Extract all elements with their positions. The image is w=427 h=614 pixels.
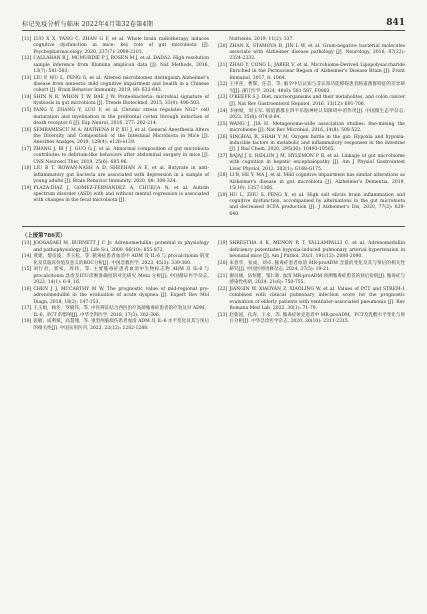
reference-text: 刘行君，郭家，周祎，等. 主要脓毒症患者血清中生物标志物 ADM 及 IL-6 与 procalcitonin 急诊及ICU诊断准确度的对比研究 Meta 分析[J]. 中国循证医学杂志, 2022, 14(1): 6-9, 16. [33,267,209,286]
reference-text: Nutrients, 2019, 11(2): 337. [229,37,294,42]
reference-text: PLAZA-DIAZ J, GOMEZ-FERNANDEZ A, CHUECA N, et al. Autism spectrum disorder (ASD) with and without mental regression is associated with changes in the fecal microbiota [J]. [33,185,209,204]
reference-number: [22] [218,286,228,292]
reference-item [218,82,405,95]
reference-text: ZHAO Y, CONG L, JABER V, et al. Microbiome-Derived Lipopolysaccharide Enriched in the Perinuclear Region of Alzheimer's Disease Brain [J]. Front Immunol, 2017, 8: 1064. [229,63,405,81]
reference-text: LUO X X, YANG C, ZHAN G F, et al. Whole brain radiotherapy induces cognitive dysfunction in mice: key role of gut microbiota [J]. Psychopharmacology, 2020, 237(7): 2089-2101. [33,37,209,55]
reference-number: [19] [218,241,228,247]
reference-text: LIU B T, ROWAN-NASH A D, SHEEHAN A E, et al. Butyrate in anti-inflammatory gut bacteria are associated with depression in a sample of young adults [J]. Brain Behavior Immunity, 2020, 88: 308-324. [33,166,209,184]
reference-text: ZHAN X, STAMOVA B, JIN L W, et al. Gram-negative bacterial molecules associate with Alzheimer disease pathology [J]. Neurology, 2016, 87(22): 2324-2332. [229,43,405,62]
reference-item [22,166,209,185]
reference-text: BAJAJ J S, RIDLON J M, HYLEMON P B, et al. Linkage of gut microbiome with cognition in hepatic encephalopathy [J]. Am J Physiol Gastrointest Liver Physiol, 2012, 302(1): G168-G175. [229,153,405,172]
reference-text: 黄建，黎彦波，李玉松，等. 脓毒症患者血清中 ADM 及 IL-6 与 procalcitonin 的变化及其临床价值及意义的ROC分析[J]. 中国急救医学, 2023, 45(3): 339-360. [33,254,209,266]
reference-number [218,37,227,43]
reference-item [218,173,405,192]
reference-number: [18] [22,319,32,325]
reference-number: [29] [218,192,228,198]
journal-title: 标记免疫分析与临床 2022年4月第32卷第4期 [22,21,154,28]
reference-number: [27] [218,153,228,159]
reference-item [22,128,209,147]
reference-text: 王玉娟，杨冬，罗敏伟，等. 中医辨证结合西医治疗高龄脓毒症患者的疗效及对 ADM、IL-6、PCT 的影响[J]. 中华全科医学, 2018, 17(3): 302-306. [33,306,209,318]
reference-text: LIU P, WU L, PENG G, et al. Altered microbiomes distinguish Alzheimer's disease from amnestic mild cognitive impairment and health in a Chinese cohort [J]. Brain Behavior Immunity, 2019, 80: 633-643. [33,75,209,94]
reference-item [22,186,209,205]
reference-item [218,274,405,287]
reference-number: [22] [218,82,228,88]
reference-item [22,319,209,332]
reference-item [218,193,405,218]
reference-number: [26] [218,134,228,140]
reference-number: [20] [218,260,228,266]
reference-item [22,56,209,75]
reference-text: YANG Y, ZHANG Y, LUO F, et al. Chronic stress regulates NG2⁺ cell maturation and myelination in the prefrontal cortex through induction of death receptor 6 [J]. Exp Neurol, 2016, 277: 202-214. [33,108,209,126]
reference-text: JIANGIN W, XIAOYAN Z, XIAOLING W, et al. Values of PCT and STREM-1 combined with clinical pulmonary infection score for the prognostic evaluation of elderly patients with ventilator-associated pneumonia [J]. Rev Romana Med Lab, 2022, 30(1): 71-79. [229,286,405,311]
reference-number: [15] [22,108,32,114]
reference-item [22,37,209,56]
lower-references [22,241,405,332]
reference-number: [14] [22,95,32,101]
reference-number: [23] [218,95,228,101]
reference-text: CALLAHAN B J, MCMURDIE P J, ROSEN M J, et al. DADA2: High resolution sample inference from Illumina amplicon data [J]. Nat Methods, 2016, 13(7): 581-583. [33,56,209,75]
reference-number: [23] [218,312,228,318]
reference-item [22,306,209,319]
reference-number: [12] [22,56,32,62]
reference-item [22,241,209,254]
reference-text: 朱春华，张成，刘卓. 脓毒症患者血清 MR-proADM 含量的变化及其与预后的相关性研究[J]. 中国医师进修杂志, 2024, 37(5): 19-21. [229,260,405,273]
reference-item [218,95,405,108]
reference-text: HU L, ZHU S, PENG X, et al. High salt elicits brain inflammation and cognitive dysfunction, accompanied by alternations in the gut microbiota and decreased SCFA production [J]. J Alzheimer's Dis, 2020, 77(2): 629-640. [229,192,405,217]
reference-text: 张敏，成利斌，高慧翔，等. 重型颅脑损伤患者血清 ADM 及 IL-6 水平变化及其与预后的相关性[J]. 中国实用医刊, 2022, 22(12): 1282-1288. [33,319,209,331]
reference-text: 王申喜，曹辉，任芸，等. 脑卒中后认知与非认知功能障碍患者肠道菌群特征的差异研究[J]. 浙江医学, 2024, 46(6): 581-587, F0003. [229,82,405,94]
reference-number: [14] [22,254,32,260]
page-number: 841 [386,18,405,28]
continued-from-label: （上接第786页） [22,233,66,240]
reference-item [22,76,209,95]
reference-number: [21] [218,63,228,69]
reference-number: [21] [218,273,228,279]
reference-item [218,135,405,154]
reference-number: [24] [218,108,228,114]
reference-number: [11] [22,37,32,42]
reference-number: [19] [22,185,32,191]
reference-item [22,267,209,286]
reference-text: 赵新国，孔涛，王永，等. 脓毒症休克患者中 MR-proADM、PCT及乳酸水平变化与预后分析[J]. 中华急诊医学杂志, 2020, 30(10): 2311-2315. [229,312,405,324]
lower-right-column [218,241,405,332]
upper-right-column [218,37,405,218]
reference-text: 李丽娟，周玉军. 肠道菌群在四平乐脑神经认知障碍中的作用[J]. 中国微生态学杂志, 2023, 35(8): 974-8-84. [229,108,405,120]
reference-number: [16] [22,286,32,292]
reference-number: [13] [22,241,32,247]
reference-number: [15] [22,267,32,273]
reference-item [22,108,209,127]
reference-item [218,37,405,43]
upper-references [22,37,405,218]
reference-number: [20] [218,43,228,49]
reference-item [218,287,405,312]
reference-item [22,95,209,108]
reference-item [22,254,209,267]
reference-number: [13] [22,75,32,81]
reference-text: WANG J, JIA H. Metagenome-wide association studies: fine-mining the microbiome [J]. Nat Rev Microbiol, 2016, 14(8): 508-522. [229,121,405,133]
reference-item [22,147,209,166]
reference-item [218,154,405,173]
reference-text: SHRESTHA A K, MENON R T, YALLAMPALLI C, et al. Adrenomedullin deficiency potentiates hypoxia-induced pulmonary arterial hypertension in neonatal mice [J]. Am J Pathol, 2021, 191(12): 2080-2090. [229,241,405,260]
reference-number: [18] [22,166,32,172]
reference-item [218,261,405,274]
reference-item [22,287,209,306]
reference-text: 谢良丽，伍恒健，邹仁新. 血清 MR-proADM 预测脓毒症患者的预后价值[J]. 脓毒症与感染性疾病, 2024, 21(6): 750-755. [229,273,405,286]
reference-text: JOOGASAKI M, BURNETT J C Jr. Adrenomedullin: potential in physiology and pathophysiology [J]. Life Sci, 2000, 66(10): 855-872. [33,241,209,253]
section-divider [22,226,405,227]
reference-item [218,313,405,326]
reference-text: SEMBAMESCU M A, MATHENA R P, XU J, et al. General Anesthesia Alters the Diversity and Composition of the Intestinal Microbiota in Mice [J]. Anesthes Analges, 2019, 129(4): e126-e129. [33,127,209,146]
reference-number: [28] [218,173,228,179]
reference-item [218,122,405,135]
reference-text: SHIN N R, WHON T W, BAE J W. Proteobacteria: microbial signature of dysbiosis in gut microbiota [J]. Trends Biotechnol, 2015, 33(9): 496-503. [33,95,209,107]
reference-text: LI B, HE Y, MA J, et al. Mild cognitive impairment has similar alterations as Alzheimer's disease in gut microbiota [J]. Alzheimer's Dementia, 2019, 15(10): 1357-1366. [229,173,405,191]
reference-number: [16] [22,127,32,133]
reference-text: O'KEEFE S J. Diet, microorganisms and their metabolites, and colon cancer [J]. Nat Rev Gastroenterol Hepatol, 2016, 13(12): 691-706. [229,95,405,107]
reference-text: ZHANG J, BI J J, GUO G J, et al. Abnormal composition of gut microbiota contributes to delirium-like behaviors after abdominal surgery in mice [J]. CNS Neurosci Ther, 2019, 25(6): 685-96. [33,146,209,165]
upper-left-column [22,37,209,218]
reference-number: [17] [22,306,32,312]
lower-left-column [22,241,209,332]
reference-item [218,63,405,82]
reference-text: SINGHAL R, SHAH Y M. Oxygen battle in the gut: Hypoxia and hypoxia-inducible factors in metabolic and inflammatory responses in the intestine [J]. J Biol Chem, 2020, 295(30): 10493-10505. [229,134,405,153]
reference-item [218,109,405,122]
reference-item [218,241,405,260]
reference-item [218,44,405,63]
reference-text: CHEN J J, MCCARTHY M W. The prognostic value of mid-regional pro-adrenomedullin in the evaluation of acute dyspnea [J]. Expert Rev Mol Diagn, 2018, 18(2): 147-153. [33,286,209,305]
reference-number: [17] [22,146,32,152]
reference-number: [25] [218,121,228,127]
running-head [22,18,405,31]
